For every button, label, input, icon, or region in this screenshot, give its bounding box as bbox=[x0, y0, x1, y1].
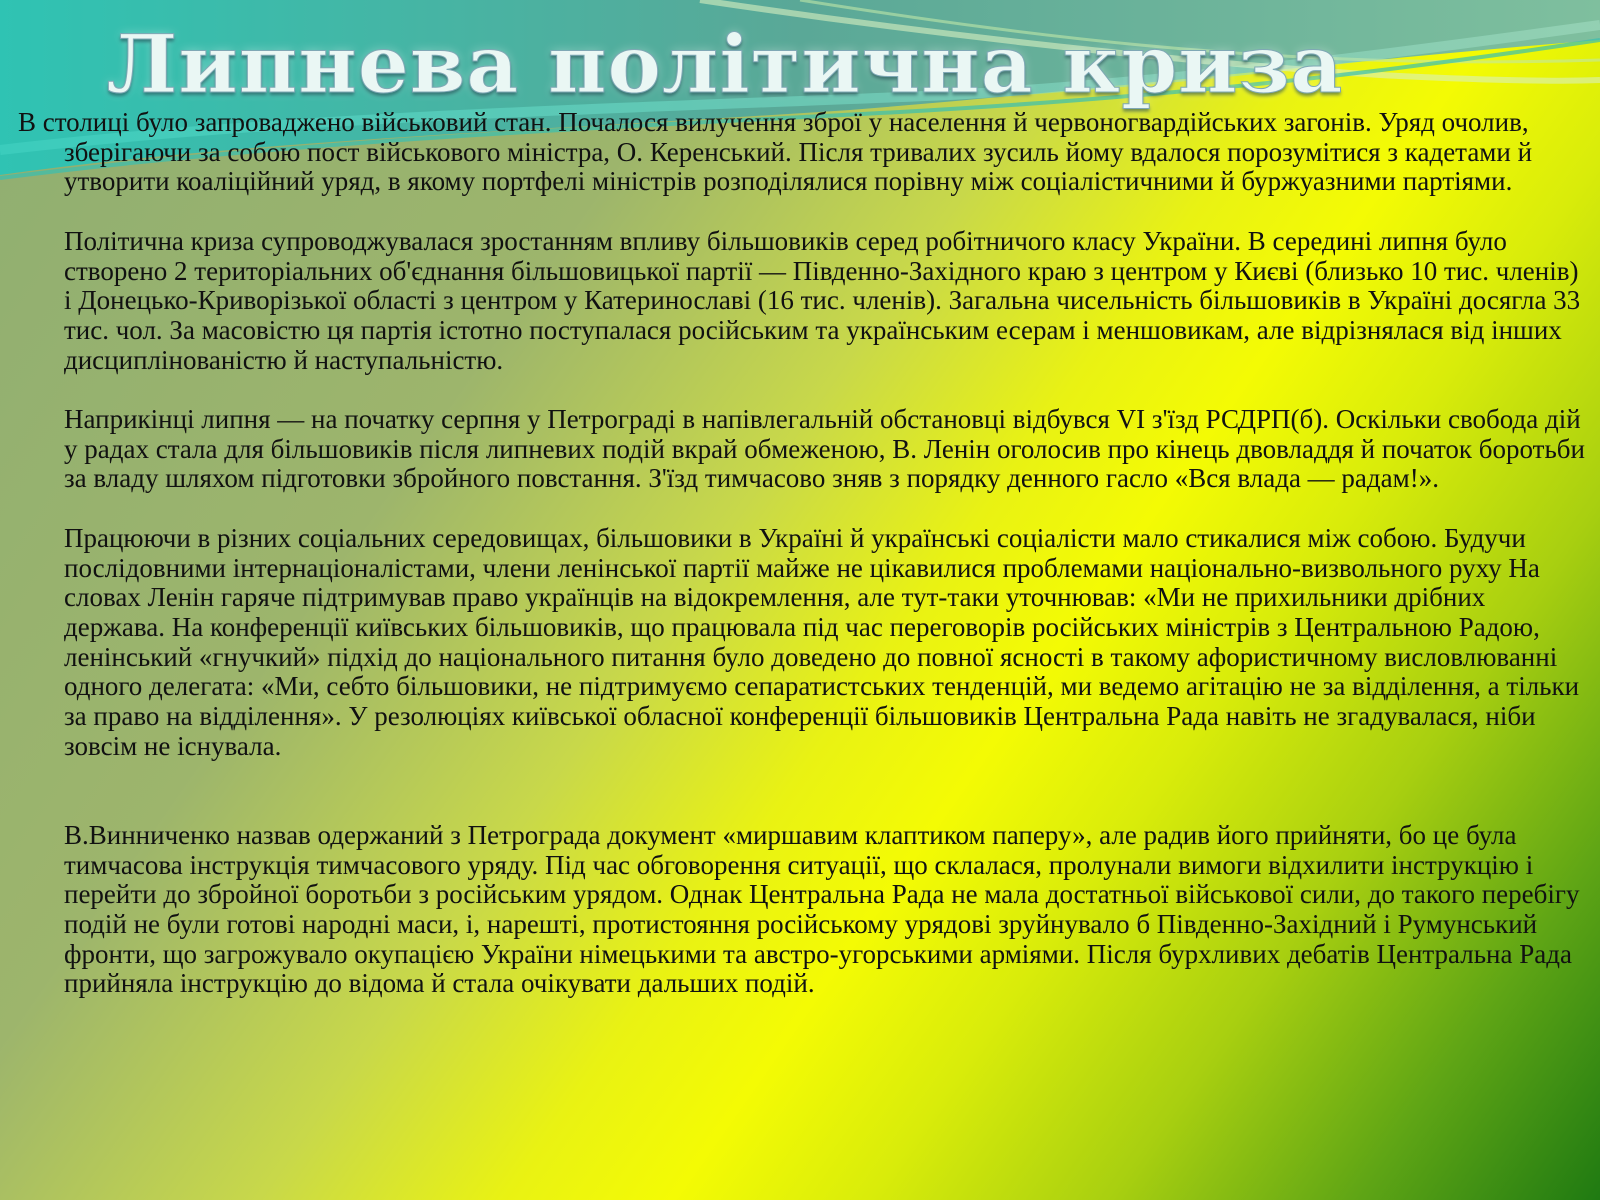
paragraph: Працюючи в різних соціальних середовищах, більшовики в Україні й українські соціалісти мало стикалися між собою. Будучи послідовними інтернаціоналістами, члени ленінської партії майже не цікавилися проблемами національно-визвольного руху На словах Ленін гаряче підтримував право українців на відокремлення, але тут-таки уточнював: «Ми не прихильники дрібних держава. На конференції київських більшовиків, що працювала під час переговорів російських міністрів з Центральною Радою, ленінський «гнучкий» підхід до національного питання було доведено до повної ясності в такому афористичному висловлюванні одного делегата: «Ми, себто більшовики, не підтримуємо сепаратистських тенденцій, ми ведемо агітацію не за відділення, а тільки за право на відділення». У резолюціях київської обласної конференції більшовиків Центральна Рада навіть не згадувалася, ніби зовсім не існувала. bbox=[64, 522, 1580, 761]
paragraph: В.Винниченко назвав одержаний з Петрограда документ «миршавим клаптиком паперу», але радив його прийняти, бо це була тимчасова інструкція тимчасового уряду. Під час обговорення ситуації, що склалася, пролунали вимоги відхилити інструкцію і перейти до збройної боротьби з російським урядом. Однак Центральна Рада не мала достатньої військової сили, до такого перебігу подій не були готові народні маси, і, нарешті, протистояння російському урядові зруйнувало б Південно-Західний і Румунський фронти, що загрожувало окупацією України німецькими та австро-угорськими арміями. Після бурхливих дебатів Центральна Рада прийняла інструкцію до відома й стала очікувати дальших подій. bbox=[64, 819, 1580, 999]
paragraph: В столиці було запроваджено військовий стан. Почалося вилучення зброї у населення й червоногвардійських загонів. Уряд очолив, зберігаючи за собою пост військового міністра, О. Керенський. Після тривалих зусиль йому вдалося порозумітися з кадетами й утворити коаліційний уряд, в якому портфелі міністрів розподілялися порівну між соціалістичними й буржуазними партіями. bbox=[18, 107, 1533, 197]
body-text bbox=[18, 108, 1592, 999]
slide-title: Липнева політична криза bbox=[106, 17, 1344, 111]
paragraph: Наприкінці липня — на початку серпня у Петрограді в напівлегальній обстановці відбувся VI з'їзд РСДРП(б). Оскільки свобода дій у радах стала для більшовиків після липневих подій вкрай обмеженою, В. Ленін оголосив про кінець двовладдя й початок боротьби за владу шляхом підготовки збройного повстання. З'їзд тимчасово зняв з порядку денного гасло «Вся влада — радам!». bbox=[64, 404, 1585, 494]
paragraph: Політична криза супроводжувалася зростанням впливу більшовиків серед робітничого класу України. В середині липня було створено 2 територіальних об'єднання більшовицької партії — Південно-Західного краю з центром у Києві (близько 10 тис. членів) і Донецько-Криворізької області з центром у Катеринославі (16 тис. членів). Загальна чисельність більшовиків в Україні досягла 33 тис. чол. За масовістю ця партія істотно поступалася російським та українським есерам і меншовикам, але відрізнялася від інших дисциплінованістю й наступальністю. bbox=[64, 225, 1581, 375]
